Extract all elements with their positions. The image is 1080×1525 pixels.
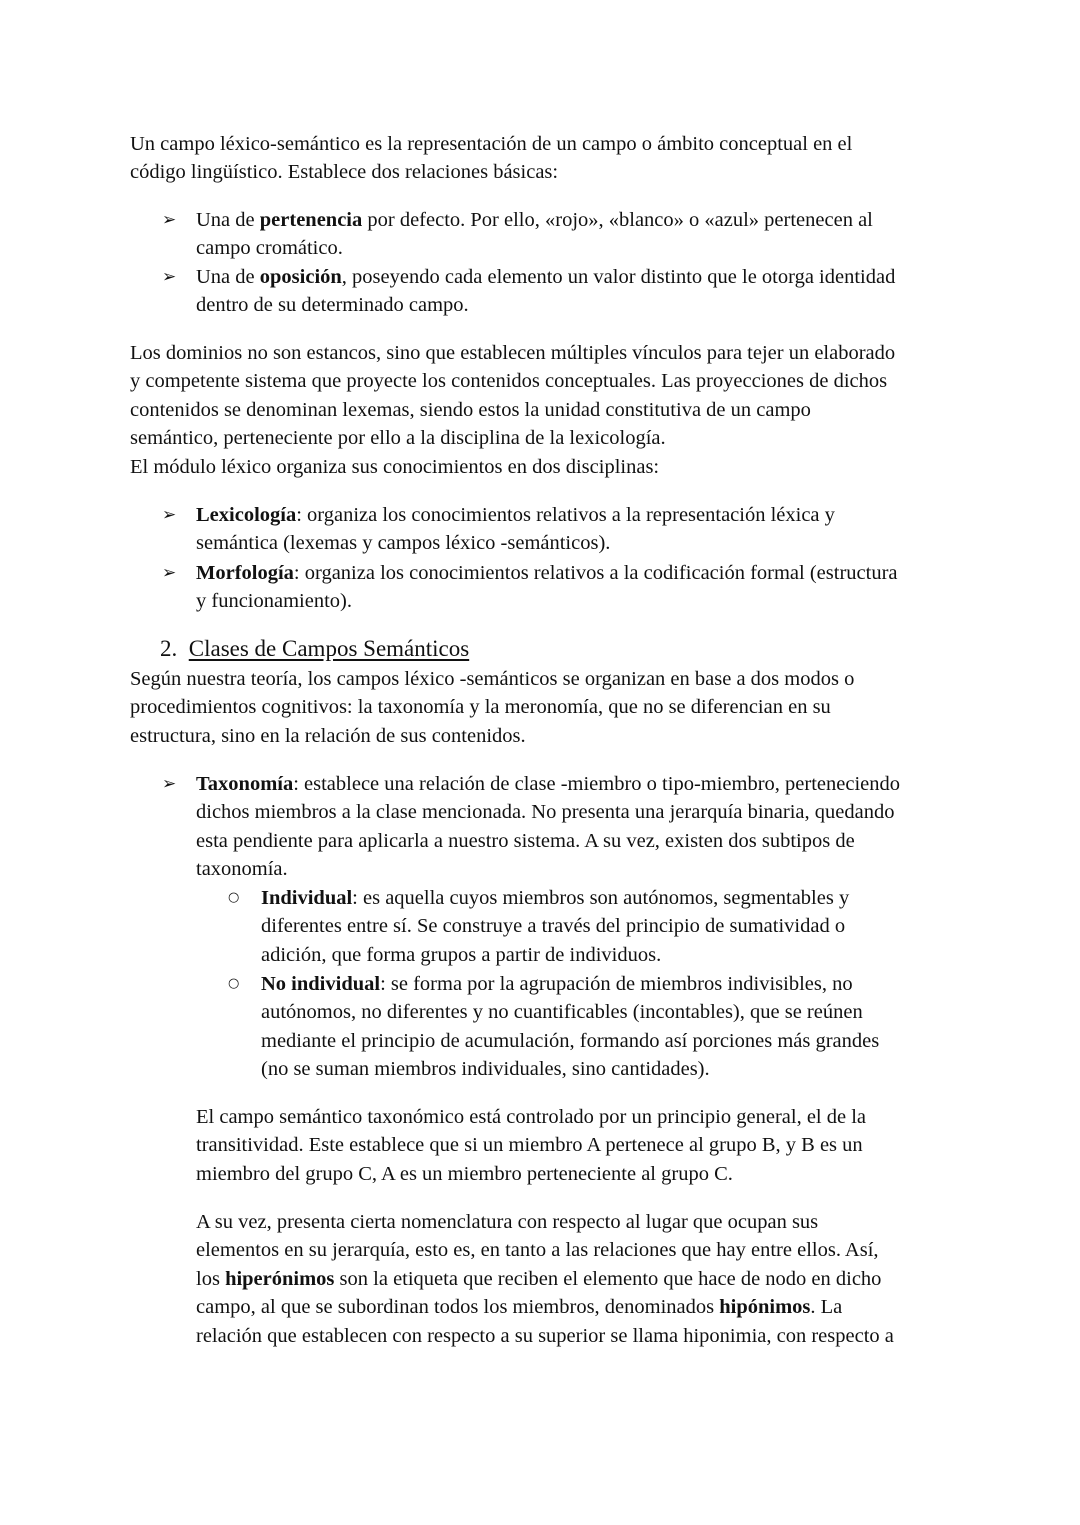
sub-item-cont: mediante el principio de acumulación, formando así porciones más grandes <box>261 1030 880 1052</box>
list-item: Taxonomía: establece una relación de clase -miembro o tipo-miembro, perteneciendo <box>196 773 900 795</box>
paragraph-line: miembro del grupo C, A es un miembro perteneciente al grupo C. <box>196 1163 733 1185</box>
paragraph-line: elementos en su jerarquía, esto es, en tanto a las relaciones que hay entre ellos. Así, <box>196 1239 879 1261</box>
heading-title: Clases de Campos Semánticos <box>188 636 470 661</box>
list-item: Lexicología: organiza los conocimientos relativos a la representación léxica y <box>196 504 835 526</box>
arrow-bullet-icon: ➢ <box>162 774 177 794</box>
list-item: Una de oposición, poseyendo cada elemento un valor distinto que le otorga identidad <box>196 266 896 288</box>
circle-bullet-icon: ○ <box>228 890 240 905</box>
paragraph-line: estructura, sino en la relación de sus contenidos. <box>130 725 526 747</box>
arrow-bullet-icon: ➢ <box>162 563 177 583</box>
paragraph-line: contenidos se denominan lexemas, siendo estos la unidad constitutiva de un campo <box>130 399 811 421</box>
heading-number: 2. <box>160 636 178 661</box>
list-item: Una de pertenencia por defecto. Por ello, «rojo», «blanco» o «azul» pertenecen al <box>196 209 873 231</box>
list-item: Morfología: organiza los conocimientos relativos a la codificación formal (estructura <box>196 562 898 584</box>
arrow-bullet-icon: ➢ <box>162 505 177 525</box>
paragraph-line: El módulo léxico organiza sus conocimientos en dos disciplinas: <box>130 456 660 478</box>
list-item-cont: semántica (lexemas y campos léxico -semánticos). <box>196 532 611 554</box>
sub-item: No individual: se forma por la agrupación de miembros indivisibles, no <box>261 973 853 995</box>
paragraph-line: y competente sistema que proyecte los contenidos conceptuales. Las proyecciones de dichos <box>130 370 888 392</box>
list-item-cont: dentro de su determinado campo. <box>196 294 469 316</box>
sub-item-cont: adición, que forma grupos a partir de individuos. <box>261 944 662 966</box>
paragraph-line: Un campo léxico-semántico es la representación de un campo o ámbito conceptual en el <box>130 133 853 155</box>
list-item-cont: taxonomía. <box>196 858 288 880</box>
section-heading <box>160 634 469 664</box>
circle-bullet-icon: ○ <box>228 976 240 991</box>
paragraph-line: procedimientos cognitivos: la taxonomía y la meronomía, que no se diferencian en su <box>130 696 831 718</box>
paragraph-line: A su vez, presenta cierta nomenclatura con respecto al lugar que ocupan sus <box>196 1211 819 1233</box>
paragraph-line: Según nuestra teoría, los campos léxico -semánticos se organizan en base a dos modos o <box>130 668 855 690</box>
paragraph-line: semántico, perteneciente por ello a la disciplina de la lexicología. <box>130 427 666 449</box>
list-item-cont: y funcionamiento). <box>196 590 352 612</box>
paragraph-line: los hiperónimos son la etiqueta que reciben el elemento que hace de nodo en dicho <box>196 1268 882 1290</box>
paragraph-line: código lingüístico. Establece dos relaciones básicas: <box>130 161 559 183</box>
sub-item-cont: diferentes entre sí. Se construye a través del principio de sumatividad o <box>261 915 846 937</box>
arrow-bullet-icon: ➢ <box>162 210 177 230</box>
paragraph-line: Los dominios no son estancos, sino que establecen múltiples vínculos para tejer un elaborado <box>130 342 896 364</box>
list-item-cont: campo cromático. <box>196 237 343 259</box>
sub-item-cont: (no se suman miembros individuales, sino cantidades). <box>261 1058 710 1080</box>
list-item-cont: dichos miembros a la clase mencionada. No presenta una jerarquía binaria, quedando <box>196 801 895 823</box>
paragraph-line: El campo semántico taxonómico está controlado por un principio general, el de la <box>196 1106 867 1128</box>
list-item-cont: esta pendiente para aplicarla a nuestro sistema. A su vez, existen dos subtipos de <box>196 830 855 852</box>
sub-item-cont: autónomos, no diferentes y no cuantificables (incontables), que se reúnen <box>261 1001 863 1023</box>
arrow-bullet-icon: ➢ <box>162 267 177 287</box>
paragraph-line: transitividad. Este establece que si un miembro A pertenece al grupo B, y B es un <box>196 1134 863 1156</box>
paragraph-line: campo, al que se subordinan todos los miembros, denominados hipónimos. La <box>196 1296 843 1318</box>
sub-item: Individual: es aquella cuyos miembros son autónomos, segmentables y <box>261 887 850 909</box>
paragraph-line: relación que establecen con respecto a su superior se llama hiponimia, con respecto a <box>196 1325 894 1347</box>
